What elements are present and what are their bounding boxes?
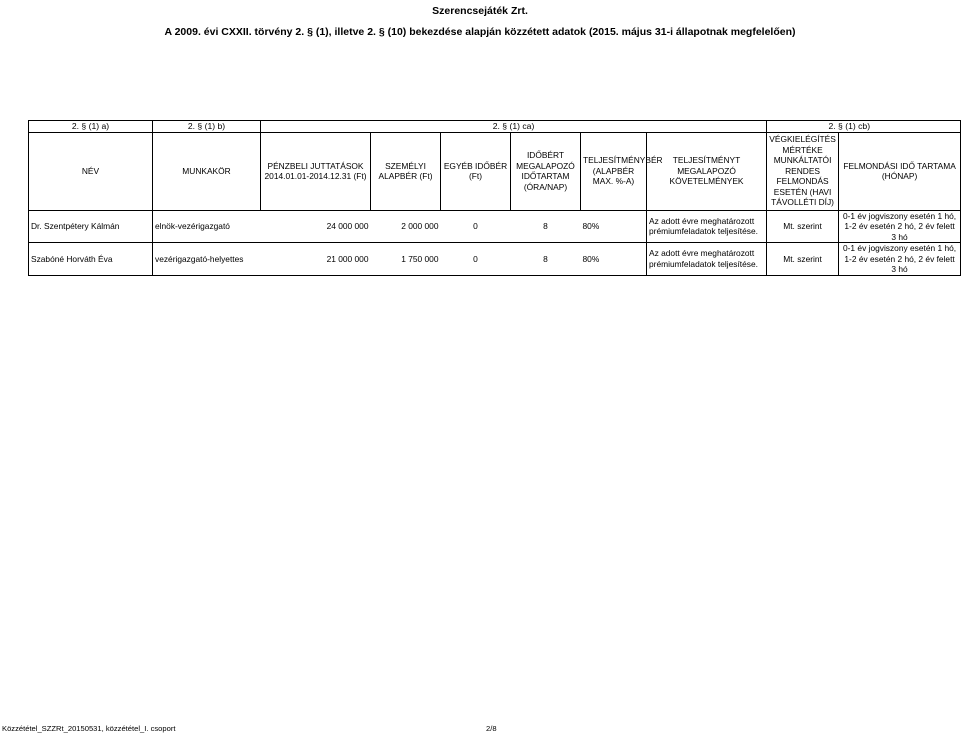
ref-b: 2. § (1) b) <box>153 121 261 133</box>
footer-document-id: Közzététel_SZZRt_20150531, közzététel_I. csoport <box>2 724 176 733</box>
col-header-szemelyi: SZEMÉLYI ALAPBÉR (Ft) <box>371 132 441 210</box>
cell-munkakor: vezérigazgató-helyettes <box>153 243 261 276</box>
ref-a: 2. § (1) a) <box>29 121 153 133</box>
cell-kovetelmenyek: Az adott évre meghatározott prémiumfeladatok teljesítése. <box>647 210 767 243</box>
cell-nap: 8 <box>511 243 581 276</box>
cell-ora: 0 <box>441 243 511 276</box>
table-row <box>29 210 961 243</box>
cell-felmondasi: 0-1 év jogviszony esetén 1 hó, 1-2 év esetén 2 hó, 2 év felett 3 hó <box>839 243 961 276</box>
footer-page-number: 2/8 <box>486 724 497 733</box>
table-row <box>29 243 961 276</box>
cell-munkakor: elnök-vezérigazgató <box>153 210 261 243</box>
company-name: Szerencsejáték Zrt. <box>432 5 528 17</box>
col-header-egyeb: EGYÉB IDŐBÉR (Ft) <box>441 132 511 210</box>
cell-egyeb: 1 750 000 <box>371 243 441 276</box>
compensation-table <box>28 120 961 276</box>
cell-felmondasi: 0-1 év jogviszony esetén 1 hó, 1-2 év esetén 2 hó, 2 év felett 3 hó <box>839 210 961 243</box>
cell-vegkielegites: Mt. szerint <box>767 243 839 276</box>
col-header-idober: IDŐBÉRT MEGALAPOZÓ IDŐTARTAM (ÓRA/NAP) <box>511 132 581 210</box>
cell-szemelyi: 24 000 000 <box>261 210 371 243</box>
cell-egyeb: 2 000 000 <box>371 210 441 243</box>
cell-nev: Dr. Szentpétery Kálmán <box>29 210 153 243</box>
cell-nev: Szabóné Horváth Éva <box>29 243 153 276</box>
ref-cb: 2. § (1) cb) <box>767 121 961 133</box>
column-header-row <box>29 132 961 210</box>
col-header-kovetelmenyek: TELJESÍTMÉNYT MEGALAPOZÓ KÖVETELMÉNYEK <box>647 132 767 210</box>
col-header-penzbeli: PÉNZBELI JUTTATÁSOK 2014.01.01-2014.12.31 (Ft) <box>261 132 371 210</box>
cell-szemelyi: 21 000 000 <box>261 243 371 276</box>
cell-kovetelmenyek: Az adott évre meghatározott prémiumfeladatok teljesítése. <box>647 243 767 276</box>
col-header-vegkielegites: VÉGKIELÉGÍTÉS MÉRTÉKE MUNKÁLTATÓI RENDES FELMONDÁS ESETÉN (HAVI TÁVOLLÉTI DÍJ) <box>767 132 839 210</box>
cell-vegkielegites: Mt. szerint <box>767 210 839 243</box>
cell-teljesitmeny: 80% <box>581 210 647 243</box>
col-header-felmondasi: FELMONDÁSI IDŐ TARTAMA (HÓNAP) <box>839 132 961 210</box>
cell-ora: 0 <box>441 210 511 243</box>
col-header-teljesitmeny: TELJESÍTMÉNYBÉR (ALAPBÉR MAX. %-A) <box>581 132 647 210</box>
cell-nap: 8 <box>511 210 581 243</box>
ref-ca: 2. § (1) ca) <box>261 121 767 133</box>
col-header-munkakor: MUNKAKÖR <box>153 132 261 210</box>
cell-teljesitmeny: 80% <box>581 243 647 276</box>
document-subtitle: A 2009. évi CXXII. törvény 2. § (1), illetve 2. § (10) bekezdése alapján közzétett adatok (2015. május 31-i állapotnak megfelelően) <box>164 26 796 38</box>
legal-reference-row <box>29 121 961 133</box>
col-header-nev: NÉV <box>29 132 153 210</box>
